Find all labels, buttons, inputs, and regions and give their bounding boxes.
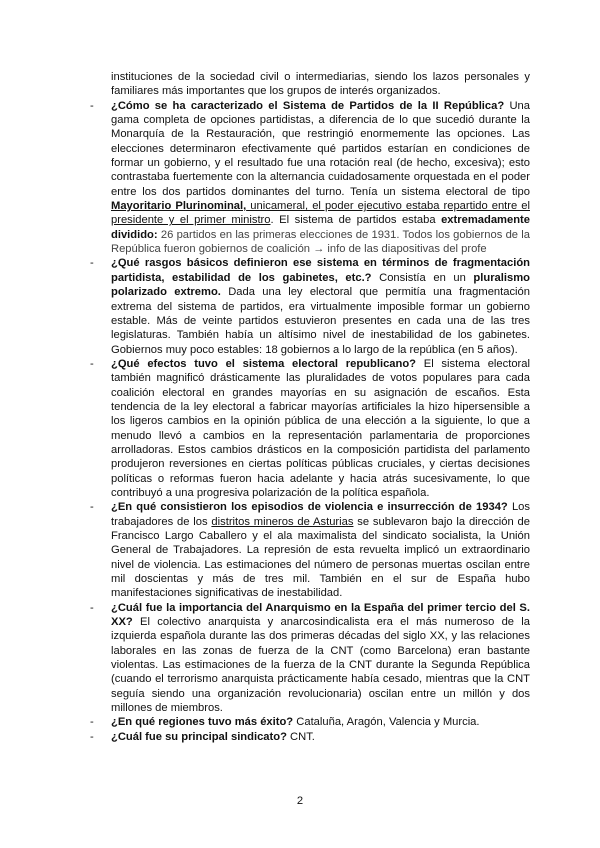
bullet-dash: -: [90, 501, 94, 514]
answer-text: . El sistema de partidos estaba: [270, 214, 442, 227]
question-item: [0, 500, 600, 600]
bullet-dash: -: [90, 716, 94, 729]
answer-text: Consistía en un: [371, 271, 474, 284]
bullet-dash: -: [90, 601, 94, 614]
intro-paragraph: instituciones de la sociedad civil o intermediarias, siendo los lazos personales y familiares más importantes que los grupos de interés organizados.: [111, 71, 530, 98]
page-content: [0, 70, 600, 744]
answer-text: El sistema electoral también magnificó drásticamente las pluralidades de votos populares para cada coalición electoral en grandes mayorías en su asignación de escaños. Esta tendencia de la ley electoral a fabricar mayorías artificiales la hizo hipersensible a los ligeros cambios en la opinión pública de una elección a la siguiente, lo que a menudo llevó a cambios en la representación parlamentaria de proporciones arrolladoras. Estos cambios drásticos en la composición partidista del parlamento produjeron reversiones en ciertas políticas públicas cruciales, y ciertas decisiones políticas o reformas fueron hacia adelante y hacia atrás sucesivamente, lo que contribuyó a una progresiva polarización de la política española.: [111, 357, 530, 499]
emphasis-text: extremadamente dividido:: [111, 214, 530, 241]
answer-text: Dada una ley electoral que permitía una fragmentación extrema del sistema de partidos, era virtualmente imposible formar un gobierno estable. Más de veinte partidos estuvieron presentes en cada una de las tres legislaturas. También había un altísimo nivel de inestabilidad de los gabinetes. Gobiernos muy poco estables: 18 gobiernos a lo largo de la república (en 5 años).: [111, 286, 530, 356]
answer-text: El colectivo anarquista y anarcosindicalista era el más numeroso de la izquierda española durante las dos primeras décadas del siglo XX, y las relaciones laborales en las zonas de fuerza de la CNT (como Barcelona) eran bastante violentas. Las estimaciones de la fuerza de la CNT durante la Segunda República (cuando el terrorismo anarquista prácticamente había cesado, mientras que la CNT seguía siendo una organización revolucionaria) oscilan entre un millón y dos millones de miembros.: [111, 616, 530, 715]
question-item: [0, 715, 600, 729]
question-item: [0, 256, 600, 356]
answer-text: se sublevaron bajo la dirección de Francisco Largo Caballero y el ala maximalista del sindicato socialista, la Unión General de Trabajadores. La represión de esta revuelta implicó un extraordinario nivel de violencia. Las estimaciones del número de personas muertas oscilan entre mil doscientas y más de tres mil. También en el sur de España hubo manifestaciones significativas de inestabilidad.: [111, 515, 530, 600]
question-text: ¿Cuál fue su principal sindicato?: [111, 730, 287, 743]
bullet-dash: -: [90, 99, 94, 112]
question-text: ¿En qué regiones tuvo más éxito?: [111, 716, 294, 729]
note-text: 26 partidos en las primeras elecciones de 1931. Todos los gobiernos de la República fueron gobiernos de coalición → info de las diapositivas del profe: [111, 228, 530, 256]
answer-text: Una gama completa de opciones partidistas, a diferencia de lo que sucedió durante la Monarquía de la Restauración, que restringió enormemente las opciones. Las elecciones determinaron efectivamente qué partidos estarían en condiciones de formar un gobierno, y el resultado fue una rotación real (de hecho, excesiva); esto contrastaba fuertemente con la alternancia cuidadosamente orquestada en el poder entre los dos partidos dominantes del turno. Tenía un sistema electoral de tipo: [111, 99, 530, 198]
question-text: ¿Qué efectos tuvo el sistema electoral republicano?: [111, 357, 417, 370]
question-item: [0, 730, 600, 744]
question-text: ¿Qué rasgos básicos definieron ese sistema en términos de fragmentación partidista, estabilidad de los gabinetes, etc.?: [111, 257, 530, 284]
question-text: ¿Cómo se ha caracterizado el Sistema de Partidos de la II República?: [111, 99, 505, 112]
question-item: [0, 357, 600, 500]
question-text: ¿En qué consistieron los episodios de violencia e insurrección de 1934?: [111, 501, 508, 514]
bullet-dash: -: [90, 357, 94, 370]
emphasis-text: pluralismo polarizado extremo.: [111, 271, 530, 299]
underlined-text: unicameral, el poder ejecutivo estaba repartido entre el presidente y el primer ministro: [111, 200, 530, 227]
bullet-dash: -: [90, 257, 94, 270]
question-item: [0, 601, 600, 716]
underlined-text: distritos mineros de Asturias: [211, 515, 354, 528]
question-item: [0, 99, 600, 257]
bullet-dash: -: [90, 730, 94, 743]
question-text: ¿Cuál fue la importancia del Anarquismo en la España del primer tercio del S. XX?: [111, 601, 530, 629]
page-number: 2: [296, 795, 304, 807]
answer-text: Cataluña, Aragón, Valencia y Murcia.: [293, 716, 480, 729]
answer-text: Los trabajadores de los: [111, 501, 530, 528]
answer-text: CNT.: [286, 730, 315, 743]
emphasis-text: Mayoritario Plurinominal,: [111, 200, 247, 213]
